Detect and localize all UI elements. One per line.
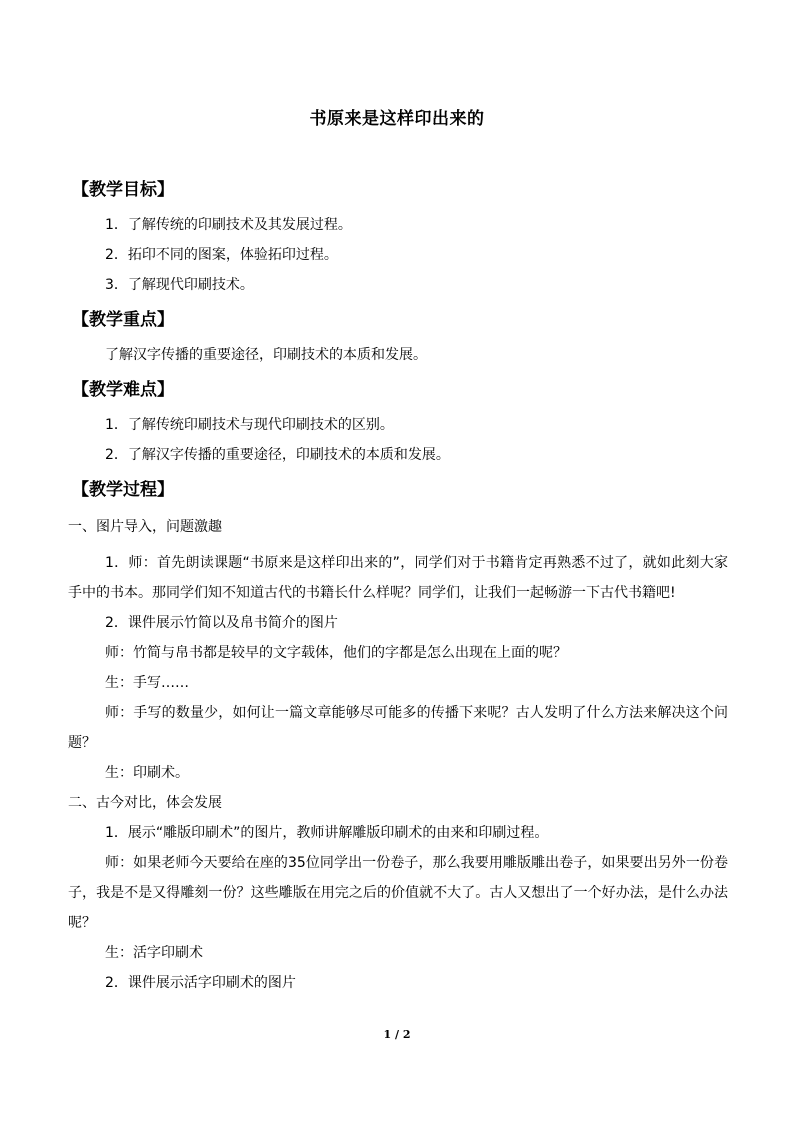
difficulties-list <box>68 416 728 476</box>
process-part1-paragraph: 生：手写…… <box>105 675 189 691</box>
process-part1-paragraph: 2．课件展示竹简以及帛书简介的图片 <box>105 615 338 631</box>
objective-item: 3．了解现代印刷技术。 <box>105 277 254 293</box>
key-points-heading: 【教学重点】 <box>72 310 174 330</box>
page-number: 1 / 2 <box>383 1028 411 1041</box>
objectives-heading: 【教学目标】 <box>72 180 174 200</box>
process-part2-paragraph: 2．课件展示活字印刷术的图片 <box>105 975 296 991</box>
process-heading: 【教学过程】 <box>72 480 174 500</box>
process-part1-paragraph: 师：竹简与帛书都是较早的文字载体，他们的字都是怎么出现在上面的呢？ <box>105 645 567 661</box>
document-title: 书原来是这样印出来的 <box>309 109 485 129</box>
objective-item: 1．了解传统的印刷技术及其发展过程。 <box>105 217 352 233</box>
difficulty-item: 2．了解汉字传播的重要途径，印刷技术的本质和发展。 <box>105 447 450 463</box>
process-part1-paragraph: 师：手写的数量少，如何让一篇文章能够尽可能多的传播下来呢？古人发明了什么方法来解决这个问题？ <box>68 705 728 751</box>
process-part1-paragraph: 1．师：首先朗读课题“书原来是这样印出来的”，同学们对于书籍肯定再熟悉不过了，就如此刻大家手中的书本。那同学们知不知道古代的书籍长什么样呢？同学们，让我们一起畅游一下古代书籍吧! <box>68 555 728 601</box>
difficulty-item: 1．了解传统印刷技术与现代印刷技术的区别。 <box>105 417 394 433</box>
objectives-list <box>68 216 728 306</box>
key-points-text: 了解汉字传播的重要途径，印刷技术的本质和发展。 <box>105 347 427 363</box>
process-part2-title: 二、古今对比，体会发展 <box>68 795 222 811</box>
process-part2-paragraph: 生：活字印刷术 <box>105 945 203 961</box>
process-part2-paragraph: 1．展示“雕版印刷术”的图片，教师讲解雕版印刷术的由来和印刷过程。 <box>105 825 549 841</box>
objective-item: 2．拓印不同的图案，体验拓印过程。 <box>105 247 338 263</box>
document-body <box>68 176 728 998</box>
process-part1-title: 一、图片导入，问题激趣 <box>68 519 222 535</box>
process-part2-paragraph: 师：如果老师今天要给在座的35位同学出一份卷子，那么我要用雕版雕出卷子，如果要出另外一份卷子，我是不是又得雕刻一份？这些雕版在用完之后的价值就不大了。古人又想出了一个好办法，是什么办法呢？ <box>68 855 728 931</box>
difficulties-heading: 【教学难点】 <box>72 380 174 400</box>
process-part1-paragraph: 生：印刷术。 <box>105 765 189 781</box>
